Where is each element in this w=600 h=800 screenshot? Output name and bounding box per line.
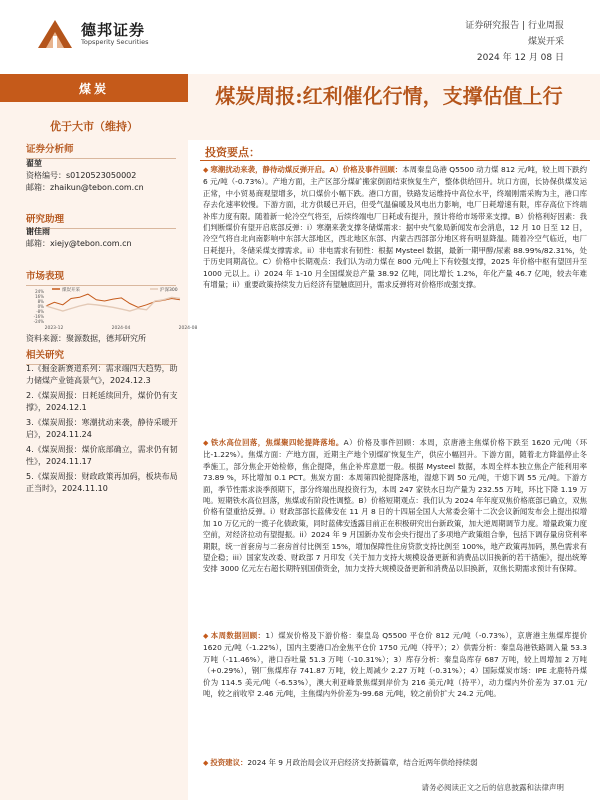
industry-label: 煤炭开采 [527, 37, 564, 47]
analyst-email: 邮箱：zhaikun@tebon.com.cn [26, 183, 144, 192]
chart-source: 资料来源：聚源数据，德邦研究所 [26, 334, 146, 343]
analyst-section-title: 证券分析师 [26, 141, 176, 159]
y-tick-label: -16% [33, 314, 44, 319]
assistant-email: 邮箱：xiejy@tebon.com.cn [26, 239, 132, 248]
bullet-lead: 寒潮扰动来袭，静待动煤反弹开启。A）价格及事件回顾： [210, 165, 403, 174]
rating: 优于大市（维持） [50, 120, 138, 133]
report-date: 2024 年 12 月 08 日 [476, 53, 564, 63]
y-tick-label: 8% [37, 299, 44, 304]
related-item[interactable]: 2.《煤炭周报：日耗延续回升，煤价仍有支撑》，2024.12.1 [26, 391, 178, 412]
company-logo [36, 16, 156, 50]
y-tick-label: 16% [35, 294, 44, 299]
analyst-cert: 资格编号：s0120523050002 [26, 171, 137, 180]
report-title: 煤炭周报:红利催化行情，支撑估值上行 [215, 84, 563, 108]
sector-banner [0, 74, 188, 102]
bullet-text: A）价格及事件回顾：本周，京唐港主焦煤价格下跌至 1620 元/吨（环比-1.22%）。焦煤方面：产地方面，近期主产地个别煤矿恢复生产，供应小幅回升。下游方面，随着北方降温停止冬季施工，部分焦企开始检修，焦企提降，焦企补库意愿一般。根据 Mysteel 数据，本周全样本独立焦企产能利用率 73.89 %，环比增加 0.1 PCT。焦炭方面：本周第四轮提降落地，湿熄下调 50 元/吨，干熄下调 55 元/吨。下游方面，季节性需求淡季预期下，部分终端出现投资行为，本周 247 家铁水日均产量为 232.55 万吨，环比下降 1.19 万吨。短期铁水高位回落，焦煤或有阶段性调整。B）价格短期观点：我们认为 2024 年年度双焦价格底部已确立，双焦价格有望重拾反弹。i）财政部部长蓝佛安在 11 月 8 日的十四届全国人大常委会第十二次会议新闻发布会上提出拟增加 10 万亿元的一揽子化债政策，同时蓝佛安透露目前正在积极研究出台新政策，加大逆周期调节力度。增量政策力度空前，对经济拉动有望提振。ii）2024 年 9 月国新办发布会央行提出了多项地产政策组合拳，包括下调存量房贷利率期限，统一首套房与二套房首付比例至 15%，增加保障性住房贷款支持比例至 100%，地产政策再加码，黑色需求有望企稳；iii）国家发改委、财政部 7 月印发《关于加力支持大规模设备更新和消费品以旧换新的若干措施》，提出统筹安排 3000 亿元左右超长期特别国债资金，加力支持大规模设备更新和消费品以旧换新，双焦长期需求预计有保障。 [203, 438, 587, 574]
related-item[interactable]: 4.《煤炭周报：煤价底部确立，需求仍有韧性》，2024.11.17 [26, 445, 178, 466]
footer-disclaimer: 请务必阅读正文之后的信息披露和法律声明 [421, 783, 564, 792]
bullet-text: 2024 年 9 月政治局会议开启经济支持新篇章，结合近两年供给持续弱 [247, 758, 478, 767]
related-item[interactable]: 1.《掘金新赛道系列：需求端四大趋势，助力储煤产业链高景气》，2024.12.3 [26, 364, 178, 385]
sector-name: 煤炭 [78, 82, 109, 96]
y-tick-label: 0% [37, 304, 44, 309]
investment-point [203, 630, 587, 699]
related-research-list [26, 363, 182, 498]
market-section-title: 市场表现 [26, 268, 176, 286]
x-tick-label: 2024-08 [178, 326, 198, 331]
y-tick-label: 24% [35, 289, 44, 294]
related-item[interactable]: 5.《煤炭周报：财政政策再加码，板块布局正当时》，2024.11.10 [26, 472, 178, 493]
related-section-title: 相关研究 [26, 347, 176, 365]
analyst-info [26, 158, 182, 194]
bullet-icon: ◆ [203, 759, 209, 767]
bullet-lead: 铁水高位回落，焦煤聚四轮提降落地。 [210, 438, 344, 447]
report-header [0, 0, 600, 74]
assistant-section-title: 研究助理 [26, 211, 176, 229]
logo-chinese-name: 德邦证券 [81, 21, 146, 39]
investment-points-title: 投资要点： [205, 146, 260, 159]
logo-english-name: Topsperity Securities [81, 38, 149, 46]
y-tick-label: -24% [33, 319, 44, 324]
tebon-logo-icon [36, 16, 74, 50]
x-tick-label: 2023-12 [44, 326, 64, 331]
related-item[interactable]: 3.《煤炭周报：寒潮扰动来袭，静待采暖开启》，2024.11.24 [26, 418, 178, 439]
x-tick-label: 2024-04 [111, 326, 131, 331]
assistant-name: 谢佳雨 [26, 227, 50, 236]
report-meta [465, 18, 564, 66]
y-tick-label: -8% [36, 309, 44, 314]
bullet-icon: ◆ [203, 166, 209, 174]
bullet-lead: 本周数据回顾： [210, 631, 266, 640]
analyst-name: 翟堃 [26, 159, 42, 168]
bullet-lead: 投资建议： [210, 758, 248, 767]
performance-chart-svg [24, 285, 198, 331]
bullet-text: 1）煤炭价格及下游价格：秦皇岛 Q5500 平仓价 812 元/吨（-0.73%），京唐港主焦煤库提价 1620 元/吨（-1.22%），国内主要港口冶金焦平仓价 1750 元/吨（持平）；2）供需分析：秦皇岛港铁路调入量 53.3 万吨（-11.46%），港口吞吐量 51.3 万吨（-10.31%）；3）库存分析：秦皇岛库存 687 万吨，较上周增加 2 万吨（+0.29%），钢厂焦煤库存 741.87 万吨，较上周减少 2.27 万吨（-0.31%）；4）国际煤炭市场：IPE 北鹿特丹煤价为 114.5 美元/吨（-6.53%），澳大利亚峰景焦煤到岸价为 216 美元/吨（持平），动力煤内外价差为 37.01 元/吨，较之前收窄 2.46 元/吨，主焦煤内外价差为-99.68 元/吨，较之前价扩大 24.2 元/吨。 [203, 631, 587, 699]
investment-point [203, 437, 587, 575]
investment-point [203, 757, 587, 769]
legend-label: 煤炭开采 [62, 288, 80, 293]
legend-label: 沪深300 [160, 288, 178, 293]
bullet-icon: ◆ [203, 632, 209, 640]
assistant-info [26, 226, 182, 250]
bullet-text: 本周秦皇岛港 Q5500 动力煤 812 元/吨，较上周下跌约 6 元/吨（-0.73%）。产地方面，主产区部分煤矿搬家倒面结束恢复生产，整体供给回升。坑口方面，长协保供煤发运正常，中小贸易商观望增多，坑口煤价小幅下跌。港口方面，铁路发运维持中高位水平，终端刚需采购为主，港口库存去化速率较慢。下游方面，北方供暖已开启，但受气温偏暖及风电出力影响，电厂日耗增速有限，库存高位下终端补库力度有限。随着新一轮冷空气将至，后续终端电厂日耗或有提升，预计将给市场带来支撑。B）价格利好因素：我们判断煤价有望开启底部反弹：i）寒潮来袭支撑冬储煤需求：据中央气象局新闻发布会消息，12 月 10 日至 12 日，冷空气将自北向南影响中东部大部地区，西北地区东部、内蒙古西部部分地区将有明显降温。随着冷空气临近，电厂日耗提升，冬储采煤支撑需求。ii）非电需求有韧性：根据 Mysteel 数据，最新一期甲醇/尿素 88.99%/82.31%，处于历史同期高位。C）价格中长期观点：我们认为动力煤在 800 元/吨上下有较强支撑，2025 年价格中枢有望回升至 1000 元以上。i）2024 年 1-10 月全国煤炭总产量 38.92 亿吨，同比增长 1.2%，年化产量 46.7 亿吨，较去年难有增量；ii）重要政策持续发力后经济有望触底回升，需求反弹将对价格形成强支撑。 [203, 165, 587, 290]
bullet-icon: ◆ [203, 439, 209, 447]
investment-point [203, 164, 587, 290]
report-type: 证券研究报告 | 行业周报 [465, 21, 564, 31]
section-divider [200, 160, 590, 161]
